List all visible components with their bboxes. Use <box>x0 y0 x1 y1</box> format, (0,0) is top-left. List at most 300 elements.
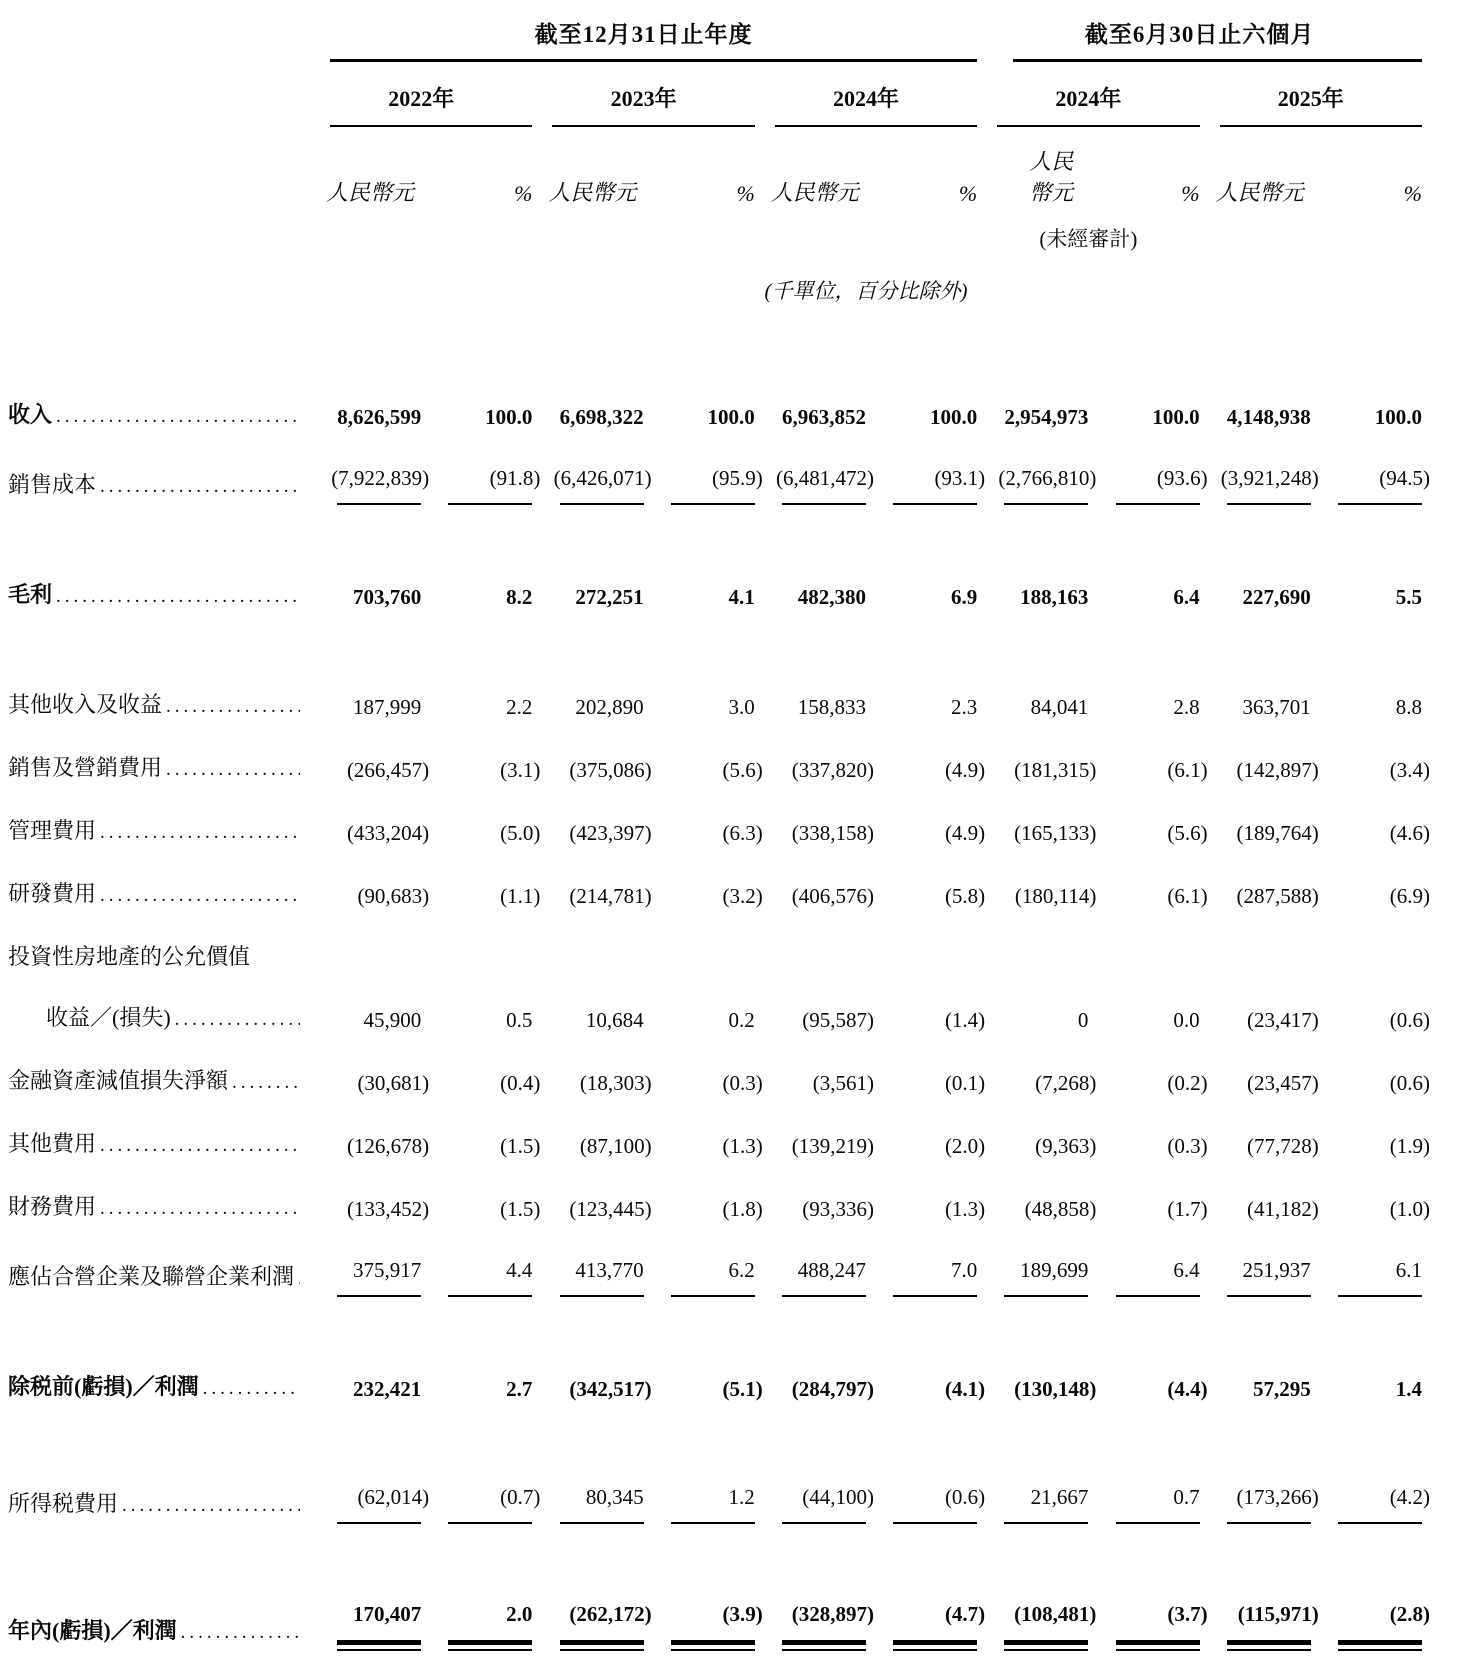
cell-value: (95.9) <box>712 466 763 490</box>
row-label-text: 收入 <box>8 402 53 427</box>
cell-value: 363,701 <box>1242 695 1311 719</box>
table-row <box>8 1479 1430 1524</box>
value-cell <box>310 1371 421 1407</box>
cell-value: 2.8 <box>1173 695 1200 719</box>
value-cell <box>755 878 874 914</box>
value-cell <box>644 752 763 788</box>
percent-header: % <box>1181 181 1200 206</box>
cell-value: (214,781) <box>569 884 652 908</box>
cell-value: (5.1) <box>722 1377 763 1401</box>
value-cell <box>532 1252 643 1297</box>
cell-value: (0.6) <box>1389 1071 1430 1095</box>
value-cell <box>1311 752 1430 788</box>
cell-value: (126,678) <box>346 1134 430 1158</box>
value-cell <box>532 1371 652 1407</box>
cell-value: 21,667 <box>1030 1485 1089 1509</box>
row-label <box>8 687 310 725</box>
cell-value: 251,937 <box>1242 1258 1311 1282</box>
value-cell <box>755 1596 874 1651</box>
dotted-leader <box>122 1488 300 1524</box>
value-cell <box>977 1596 1097 1651</box>
cell-value: 232,421 <box>352 1377 422 1401</box>
cell-value: 45,900 <box>363 1008 422 1032</box>
cell-value: (139,219) <box>791 1134 874 1158</box>
table-row <box>8 750 1430 788</box>
value-cell <box>1200 1128 1319 1164</box>
value-cell <box>977 752 1097 788</box>
cell-value: 7.0 <box>950 1258 978 1282</box>
value-cell <box>421 1479 541 1524</box>
cell-value: 158,833 <box>797 695 866 719</box>
cell-value: (433,204) <box>346 821 430 845</box>
value-cell <box>644 815 763 851</box>
value-cell <box>644 689 755 725</box>
cell-value: (77,728) <box>1247 1134 1319 1158</box>
value-cell <box>1200 1252 1311 1297</box>
cell-value: (130,148) <box>1014 1377 1097 1401</box>
value-cell <box>532 1065 652 1101</box>
cell-value: (3.1) <box>500 758 541 782</box>
cell-value: (7,922,839) <box>331 466 430 490</box>
table-row <box>8 577 1422 615</box>
cell-value: (5.6) <box>1167 821 1208 845</box>
value-cell <box>1200 1371 1311 1407</box>
cell-value: 0 <box>1077 1008 1089 1032</box>
value-cell <box>644 1191 763 1227</box>
double-underline-rule <box>782 1640 866 1651</box>
cell-value: (3.4) <box>1389 758 1430 782</box>
dotted-leader <box>100 1128 300 1164</box>
value-cell <box>1088 1371 1208 1407</box>
value-cell <box>977 1065 1097 1101</box>
value-cell <box>532 460 652 505</box>
cell-value: (133,452) <box>346 1197 430 1221</box>
value-cell <box>532 399 643 435</box>
value-cell <box>310 815 430 851</box>
table-row <box>8 1063 1430 1101</box>
cell-value: (1.8) <box>722 1197 763 1221</box>
underline-rule <box>337 503 421 505</box>
value-cell <box>1088 1596 1208 1651</box>
cell-value: (6,426,071) <box>553 466 652 490</box>
currency-header: 人民幣元 <box>326 180 415 205</box>
row-label-text: 應佔合營企業及聯營企業利潤 <box>8 1264 295 1289</box>
value-cell <box>1088 1191 1208 1227</box>
value-cell <box>1200 460 1319 505</box>
double-underline-rule <box>893 1640 977 1651</box>
cell-value: (181,315) <box>1014 758 1097 782</box>
cell-value: (1.9) <box>1389 1134 1430 1158</box>
row-label-text: 除税前(虧損)／利潤 <box>8 1374 199 1399</box>
cell-value: (115,971) <box>1237 1602 1319 1626</box>
value-cell <box>977 1371 1097 1407</box>
double-underline-rule <box>448 1640 532 1651</box>
underline-rule <box>448 1522 532 1524</box>
cell-value: (0.1) <box>944 1071 986 1095</box>
value-cell <box>977 689 1088 725</box>
underline-rule <box>560 503 644 505</box>
cell-value: 100.0 <box>1374 405 1422 429</box>
row-label-text: 銷售成本 <box>8 472 97 497</box>
value-cell <box>1200 399 1311 435</box>
dotted-leader <box>100 878 300 914</box>
underline-rule <box>448 503 532 505</box>
double-underline-rule <box>671 1640 755 1651</box>
cell-value: (406,576) <box>791 884 874 908</box>
value-cell <box>866 815 986 851</box>
cell-value: (5.6) <box>722 758 763 782</box>
value-cell <box>1311 1002 1430 1038</box>
dotted-leader <box>232 1065 300 1101</box>
value-cell <box>421 815 541 851</box>
cell-value: 6,698,322 <box>559 405 644 429</box>
value-cell <box>866 878 986 914</box>
row-label <box>8 750 310 788</box>
value-cell <box>644 1252 755 1297</box>
cell-value: (1.5) <box>500 1197 541 1221</box>
cell-value: (0.3) <box>1167 1134 1208 1158</box>
underline-rule <box>337 1295 421 1297</box>
double-underline-rule <box>560 1640 644 1651</box>
value-cell <box>421 752 541 788</box>
cell-value: (4.4) <box>1167 1377 1208 1401</box>
value-cell <box>866 689 977 725</box>
value-cell <box>755 1252 866 1297</box>
cell-value: (4.9) <box>944 821 986 845</box>
row-label-text: 財務費用 <box>8 1194 97 1219</box>
row-label-text: 管理費用 <box>8 818 97 843</box>
cell-value: (3,561) <box>812 1071 874 1095</box>
cell-value: (6.1) <box>1167 884 1208 908</box>
value-cell <box>421 1128 541 1164</box>
underline-rule <box>1338 503 1422 505</box>
table-row <box>8 1189 1430 1227</box>
value-cell <box>1311 1128 1430 1164</box>
cell-value: 187,999 <box>352 695 422 719</box>
value-cell <box>1200 878 1319 914</box>
year-rule <box>552 125 754 127</box>
value-cell <box>532 752 652 788</box>
value-cell <box>532 1191 652 1227</box>
value-cell <box>310 689 421 725</box>
cell-value: (6.9) <box>1389 884 1430 908</box>
value-cell <box>644 1128 763 1164</box>
value-cell <box>977 1128 1097 1164</box>
value-cell <box>644 1479 755 1524</box>
value-cell <box>1311 1596 1430 1651</box>
double-underline-rule <box>1004 1640 1088 1651</box>
cell-value: 84,041 <box>1030 695 1089 719</box>
value-cell <box>1311 399 1422 435</box>
cell-value: (180,114) <box>1014 884 1097 908</box>
cell-value: (2.0) <box>944 1134 986 1158</box>
value-cell <box>310 1191 430 1227</box>
header-period-groups <box>8 16 1422 59</box>
row-label <box>8 1369 310 1407</box>
double-underline-rule <box>337 1640 421 1651</box>
value-cell <box>1200 752 1319 788</box>
cell-value: 0.2 <box>728 1008 755 1032</box>
cell-value: (48,858) <box>1024 1197 1097 1221</box>
cell-value: (0.7) <box>500 1485 541 1509</box>
cell-value: (23,417) <box>1247 1008 1319 1032</box>
value-cell <box>310 1065 430 1101</box>
cell-value: 4,148,938 <box>1226 405 1311 429</box>
row-label <box>8 467 310 505</box>
underline-rule <box>671 1295 755 1297</box>
value-cell <box>644 579 755 615</box>
currency-header: 人民幣元 <box>770 180 859 205</box>
cell-value: (423,397) <box>569 821 652 845</box>
value-cell <box>755 1479 874 1524</box>
value-cell <box>310 752 430 788</box>
currency-header: 人民幣元 <box>1029 149 1074 205</box>
row-label <box>8 1189 310 1227</box>
value-cell <box>866 1596 986 1651</box>
cell-value: 482,380 <box>797 585 866 609</box>
cell-value: (95,587) <box>802 1008 874 1032</box>
table-row <box>8 687 1422 725</box>
cell-value: 3.0 <box>728 695 755 719</box>
value-cell <box>421 1002 532 1038</box>
value-cell <box>1311 1371 1422 1407</box>
value-cell <box>866 1128 986 1164</box>
value-cell <box>866 1002 986 1038</box>
dotted-leader <box>166 752 300 788</box>
dotted-leader <box>203 1371 300 1407</box>
value-cell <box>1311 1065 1430 1101</box>
value-cell <box>1088 460 1208 505</box>
cell-value: 227,690 <box>1242 585 1311 609</box>
value-cell <box>755 579 866 615</box>
cell-value: (284,797) <box>791 1377 874 1401</box>
dotted-leader <box>166 689 300 725</box>
cell-value: (108,481) <box>1014 1602 1097 1626</box>
cell-value: 8,626,599 <box>337 405 422 429</box>
cell-value: (189,764) <box>1236 821 1319 845</box>
value-cell <box>755 689 866 725</box>
value-cell <box>1200 579 1311 615</box>
underline-rule <box>1338 1522 1422 1524</box>
underline-rule <box>1227 1522 1311 1524</box>
period-group-title-interim: 截至6月30日止六個月 <box>1084 22 1315 47</box>
cell-value: 10,684 <box>585 1008 644 1032</box>
percent-header: % <box>736 181 755 206</box>
underline-rule <box>893 1295 977 1297</box>
row-label <box>8 397 310 435</box>
value-cell <box>866 1191 986 1227</box>
row-label <box>8 577 310 615</box>
row-label <box>8 1613 310 1651</box>
cell-value: 188,163 <box>1020 585 1089 609</box>
value-cell <box>755 1371 874 1407</box>
underline-rule <box>1116 1522 1200 1524</box>
value-cell <box>644 399 755 435</box>
underline-rule <box>671 503 755 505</box>
cell-value: (41,182) <box>1247 1197 1319 1221</box>
cell-value: (62,014) <box>357 1485 430 1509</box>
value-cell <box>421 1596 532 1651</box>
cell-value: (91.8) <box>489 466 541 490</box>
row-label <box>8 1063 310 1101</box>
underline-rule <box>893 1522 977 1524</box>
cell-value: 375,917 <box>352 1258 422 1282</box>
cell-value: (338,158) <box>791 821 874 845</box>
cell-value: (87,100) <box>579 1134 652 1158</box>
value-cell <box>1311 1252 1422 1297</box>
cell-value: 2,954,973 <box>1004 405 1089 429</box>
value-cell <box>532 878 652 914</box>
dotted-leader <box>298 1261 300 1297</box>
underline-rule <box>448 1295 532 1297</box>
cell-value: (266,457) <box>346 758 430 782</box>
value-cell <box>1311 460 1430 505</box>
cell-value: 100.0 <box>1152 405 1200 429</box>
value-cell <box>1200 689 1311 725</box>
value-cell <box>310 460 430 505</box>
cell-value: (2,766,810) <box>998 466 1097 490</box>
cell-value: 6.1 <box>1395 1258 1422 1282</box>
value-cell <box>1200 815 1319 851</box>
value-cell <box>755 1191 874 1227</box>
row-label <box>8 876 310 914</box>
double-underline-rule <box>1338 1640 1422 1651</box>
value-cell <box>421 1191 541 1227</box>
cell-value: (4.2) <box>1389 1485 1430 1509</box>
cell-value: 0.5 <box>506 1008 533 1032</box>
value-cell <box>421 1371 532 1407</box>
header-units <box>8 127 1422 207</box>
value-cell <box>866 1479 986 1524</box>
cell-value: 0.0 <box>1173 1008 1200 1032</box>
cell-value: (94.5) <box>1379 466 1430 490</box>
value-cell <box>644 1002 755 1038</box>
row-label-text: 研發費用 <box>8 881 97 906</box>
value-cell <box>310 399 421 435</box>
value-cell <box>310 1002 421 1038</box>
value-cell <box>866 1065 986 1101</box>
value-cell <box>1200 1002 1319 1038</box>
year-label: 2024年 <box>1055 86 1122 111</box>
underline-rule <box>560 1295 644 1297</box>
row-label-text: 收益／(損失) <box>46 1005 171 1030</box>
row-label <box>8 1486 310 1524</box>
value-cell <box>977 878 1097 914</box>
cell-value: (5.0) <box>500 821 541 845</box>
value-cell <box>1311 689 1422 725</box>
value-cell <box>532 1128 652 1164</box>
cell-value: (3.2) <box>722 884 763 908</box>
cell-value: (337,820) <box>791 758 874 782</box>
value-cell <box>421 1252 532 1297</box>
cell-value: 6.4 <box>1173 1258 1200 1282</box>
value-cell <box>1311 1191 1430 1227</box>
cell-value: (0.2) <box>1167 1071 1208 1095</box>
cell-value: 4.4 <box>506 1258 533 1282</box>
cell-value: 1.2 <box>728 1485 755 1509</box>
percent-header: % <box>958 181 978 206</box>
underline-rule <box>1227 503 1311 505</box>
cell-value: (6.1) <box>1167 758 1208 782</box>
cell-value: (142,897) <box>1236 758 1319 782</box>
percent-header: % <box>1403 181 1422 206</box>
cell-value: (93.1) <box>934 466 986 490</box>
value-cell <box>310 1252 421 1297</box>
row-label-text: 金融資產減值損失淨額 <box>8 1068 229 1093</box>
cell-value: 6.9 <box>950 585 978 609</box>
underline-rule <box>1004 1295 1088 1297</box>
cell-value: (328,897) <box>791 1602 874 1626</box>
percent-header: % <box>514 181 533 206</box>
cell-value: 57,295 <box>1253 1377 1311 1401</box>
cell-value: (23,457) <box>1247 1071 1319 1095</box>
cell-value: 202,890 <box>575 695 644 719</box>
table-row <box>8 939 1422 975</box>
cell-value: (0.6) <box>1389 1008 1430 1032</box>
cell-value: (4.7) <box>944 1602 986 1626</box>
value-cell <box>1088 815 1208 851</box>
cell-value: (3.9) <box>722 1602 763 1626</box>
cell-value: (9,363) <box>1035 1134 1097 1158</box>
value-cell <box>1088 752 1208 788</box>
cell-value: 4.1 <box>728 585 755 609</box>
dotted-leader <box>175 1002 300 1038</box>
value-cell <box>310 878 430 914</box>
value-cell <box>977 1002 1088 1038</box>
underline-rule <box>782 1522 866 1524</box>
value-cell <box>866 460 986 505</box>
currency-header: 人民幣元 <box>1215 180 1304 205</box>
value-cell <box>421 689 532 725</box>
value-cell <box>644 878 763 914</box>
table-row <box>8 397 1422 435</box>
cell-value: (375,086) <box>569 758 652 782</box>
cell-value: (165,133) <box>1014 821 1097 845</box>
cell-value: (1.5) <box>500 1134 541 1158</box>
cell-value: (30,681) <box>357 1071 430 1095</box>
value-cell <box>532 1596 652 1651</box>
value-cell <box>1088 1128 1208 1164</box>
cell-value: (3,921,248) <box>1220 466 1319 490</box>
year-rule <box>775 125 977 127</box>
cell-value: (6,481,472) <box>775 466 874 490</box>
dotted-leader <box>181 1615 300 1651</box>
cell-value: (93.6) <box>1156 466 1208 490</box>
underline-rule <box>782 503 866 505</box>
cell-value: 2.3 <box>950 695 978 719</box>
value-cell <box>977 1191 1097 1227</box>
row-label <box>8 939 310 975</box>
period-group-title-annual: 截至12月31日止年度 <box>534 22 753 47</box>
cell-value: (342,517) <box>569 1377 652 1401</box>
cell-value: (1.0) <box>1389 1197 1430 1221</box>
cell-value: (0.6) <box>944 1485 986 1509</box>
cell-value: (90,683) <box>357 884 430 908</box>
row-label-text: 其他收入及收益 <box>8 692 163 717</box>
year-rule <box>1220 125 1422 127</box>
underline-rule <box>1227 1295 1311 1297</box>
cell-value: (7,268) <box>1035 1071 1097 1095</box>
value-cell <box>755 752 874 788</box>
cell-value: 100.0 <box>485 405 533 429</box>
underline-rule <box>893 503 977 505</box>
row-label <box>8 1126 310 1164</box>
value-cell <box>421 579 532 615</box>
double-underline-rule <box>1116 1640 1200 1651</box>
cell-value: (44,100) <box>802 1485 874 1509</box>
value-cell <box>977 460 1097 505</box>
cell-value: (1.4) <box>944 1008 986 1032</box>
